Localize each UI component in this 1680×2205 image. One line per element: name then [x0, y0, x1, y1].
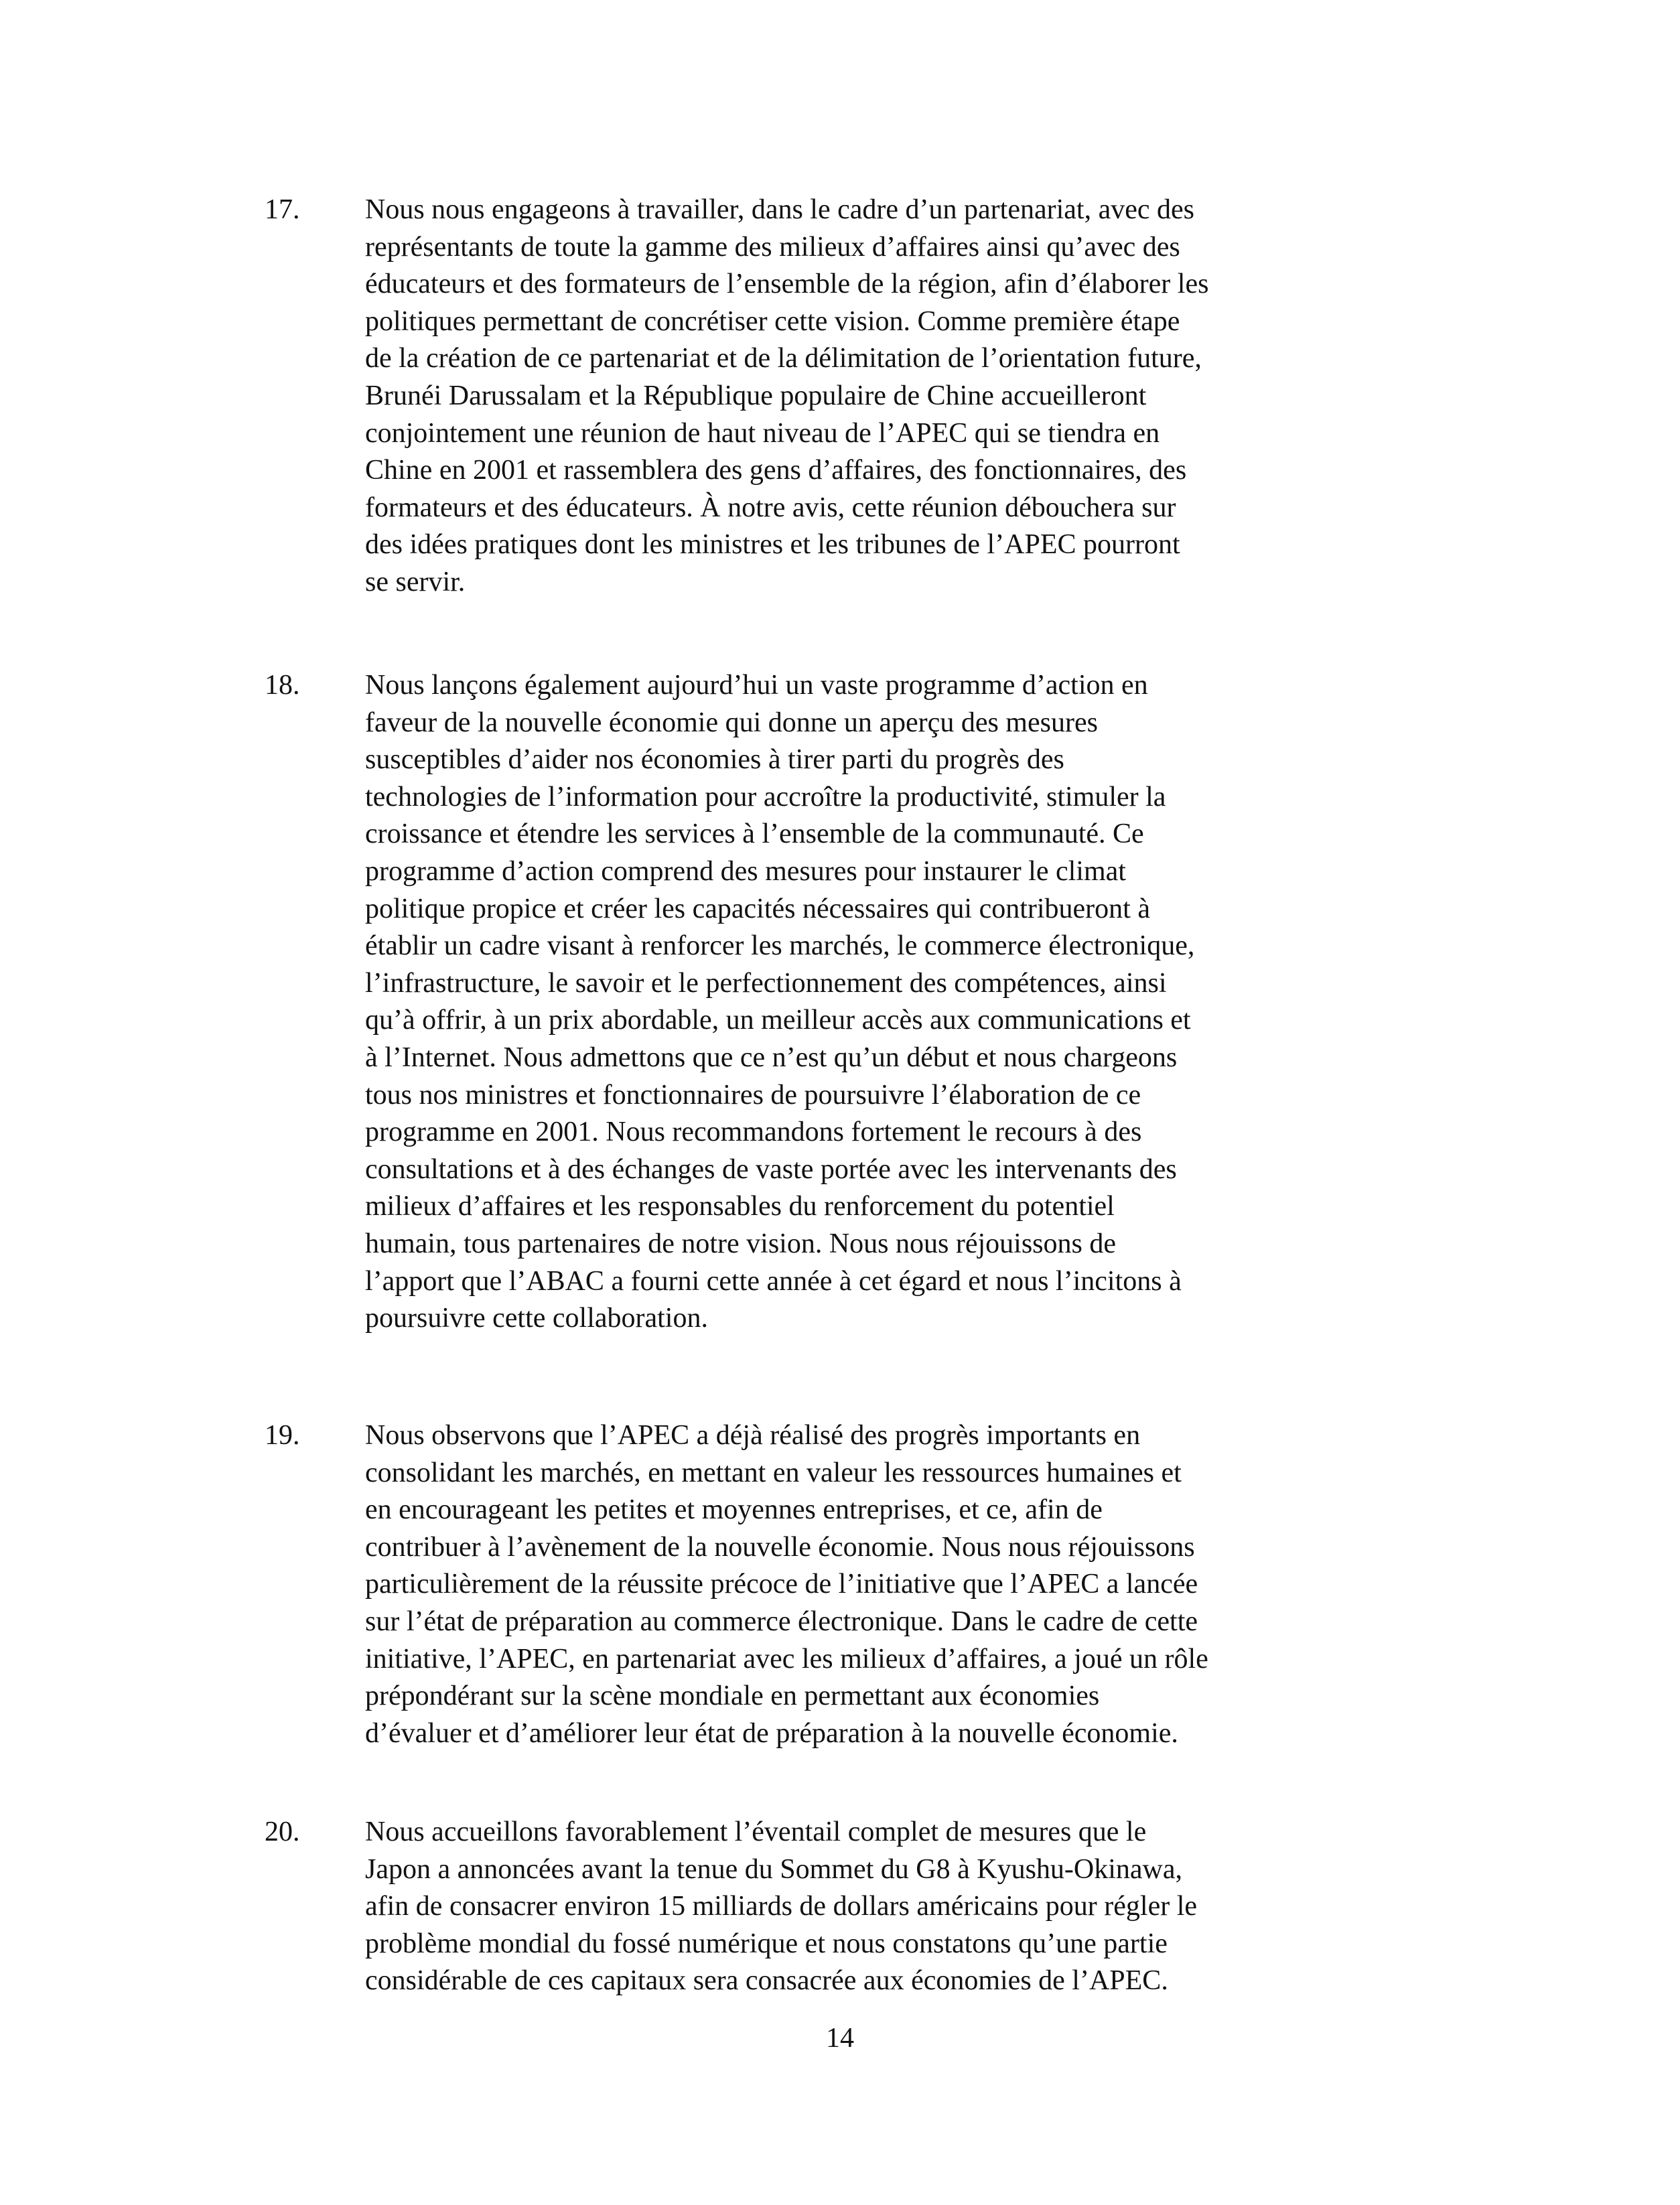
text-line: contribuer à l’avènement de la nouvelle économie. Nous nous réjouissons [365, 1531, 1195, 1563]
text-line: à l’Internet. Nous admettons que ce n’est qu’un début et nous chargeons [365, 1042, 1178, 1073]
text-line: des idées pratiques dont les ministres et les tribunes de l’APEC pourront [365, 529, 1180, 561]
paragraph-20 [265, 1814, 1370, 2000]
text-line: Chine en 2001 et rassemblera des gens d’affaires, des fonctionnaires, des [365, 455, 1187, 486]
text-line: Nous lançons également aujourd’hui un vaste programme d’action en [365, 670, 1148, 701]
text-line: sur l’état de préparation au commerce électronique. Dans le cadre de cette [365, 1606, 1198, 1637]
text-line: poursuivre cette collaboration. [365, 1303, 708, 1334]
text-line: Nous accueillons favorablement l’éventail complet de mesures que le [365, 1817, 1147, 1847]
text-line: croissance et étendre les services à l’ensemble de la communauté. Ce [365, 819, 1144, 850]
text-line: éducateurs et des formateurs de l’ensemble de la région, afin d’élaborer les [365, 269, 1209, 300]
text-line: l’infrastructure, le savoir et le perfectionnement des compétences, ainsi [365, 967, 1167, 999]
paragraph-text [365, 1417, 1370, 1752]
text-line: problème mondial du fossé numérique et nous constatons qu’une partie [365, 1928, 1168, 1959]
text-line: qu’à offrir, à un prix abordable, un meilleur accès aux communications et [365, 1005, 1191, 1036]
paragraph-19 [265, 1417, 1370, 1752]
text-line: tous nos ministres et fonctionnaires de poursuivre l’élaboration de ce [365, 1079, 1141, 1111]
text-line: programme en 2001. Nous recommandons fortement le recours à des [365, 1117, 1142, 1148]
paragraph-18 [265, 667, 1370, 1338]
text-line: consultations et à des échanges de vaste portée avec les intervenants des [365, 1153, 1177, 1185]
text-line: établir un cadre visant à renforcer les marchés, le commerce électronique, [365, 930, 1195, 962]
paragraph-number: 20. [265, 1817, 300, 1847]
text-line: Japon a annoncées avant la tenue du Sommet du G8 à Kyushu-Okinawa, [365, 1853, 1183, 1885]
text-line: initiative, l’APEC, en partenariat avec les milieux d’affaires, a joué un rôle [365, 1643, 1208, 1675]
text-line: Nous observons que l’APEC a déjà réalisé des progrès importants en [365, 1420, 1141, 1451]
text-line: milieux d’affaires et les responsables du renforcement du potentiel [365, 1191, 1115, 1222]
page-number: 14 [826, 2023, 854, 2054]
paragraph-number: 19. [265, 1420, 300, 1451]
text-line: particulièrement de la réussite précoce de l’initiative que l’APEC a lancée [365, 1569, 1198, 1600]
text-line: considérable de ces capitaux sera consacrée aux économies de l’APEC. [365, 1965, 1168, 1997]
text-line: susceptibles d’aider nos économies à tirer parti du progrès des [365, 744, 1064, 776]
text-line: faveur de la nouvelle économie qui donne un aperçu des mesures [365, 707, 1098, 738]
text-line: se servir. [365, 566, 466, 597]
text-line: politique propice et créer les capacités nécessaires qui contribueront à [365, 893, 1150, 924]
text-line: l’apport que l’ABAC a fourni cette année à cet égard et nous l’incitons à [365, 1265, 1182, 1297]
text-line: programme d’action comprend des mesures pour instaurer le climat [365, 855, 1126, 887]
text-line: afin de consacrer environ 15 milliards de dollars américains pour régler le [365, 1891, 1198, 1922]
text-line: formateurs et des éducateurs. À notre avis, cette réunion débouchera sur [365, 492, 1176, 523]
text-line: Brunéi Darussalam et la République populaire de Chine accueilleront [365, 380, 1147, 411]
text-line: en encourageant les petites et moyennes entreprises, et ce, afin de [365, 1494, 1103, 1526]
text-line: de la création de ce partenariat et de la délimitation de l’orientation future, [365, 343, 1202, 374]
text-line: consolidant les marchés, en mettant en valeur les ressources humaines et [365, 1457, 1182, 1488]
paragraph-text [365, 1814, 1370, 2000]
text-line: conjointement une réunion de haut niveau de l’APEC qui se tiendra en [365, 417, 1160, 449]
text-line: prépondérant sur la scène mondiale en permettant aux économies [365, 1681, 1100, 1712]
text-line: technologies de l’information pour accroître la productivité, stimuler la [365, 781, 1166, 812]
text-line: d’évaluer et d’améliorer leur état de préparation à la nouvelle économie. [365, 1717, 1178, 1749]
text-line: humain, tous partenaires de notre vision. Nous nous réjouissons de [365, 1228, 1116, 1259]
text-line: représentants de toute la gamme des milieux d’affaires ainsi qu’avec des [365, 231, 1180, 263]
text-line: politiques permettant de concrétiser cette vision. Comme première étape [365, 305, 1180, 337]
text-line: Nous nous engageons à travailler, dans le cadre d’un partenariat, avec des [365, 194, 1194, 225]
paragraph-text [365, 667, 1370, 1338]
paragraph-text [365, 192, 1370, 601]
paragraph-number: 18. [265, 670, 300, 701]
paragraph-17 [265, 192, 1370, 601]
paragraph-number: 17. [265, 194, 300, 225]
